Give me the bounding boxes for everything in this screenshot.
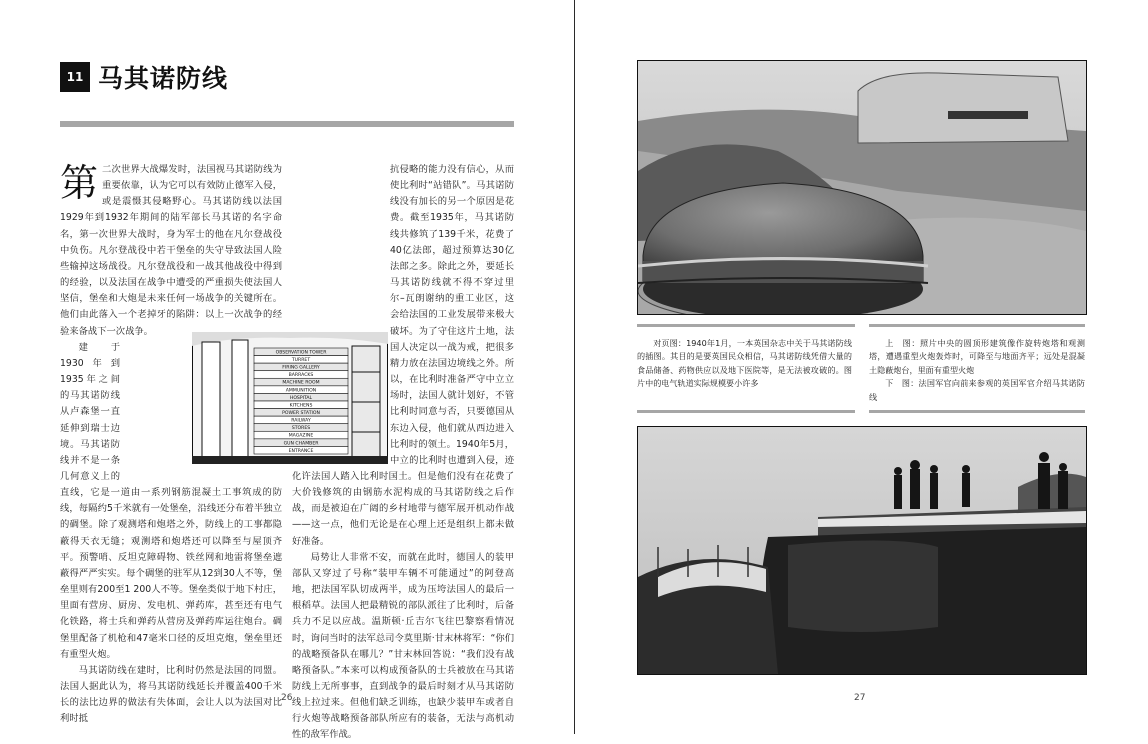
cutaway-floor-label: MACHINE ROOM [282,380,320,386]
cutaway-floor-label: BARRACKS [288,373,314,379]
paragraph-text: 二次世界大战爆发时，法国视马其诺防线为重要依靠，认为它可以有效防止德军入侵，或是震慑其侵略野心。马其诺防线以法国1929年到1932年期间的陆军部长马其诺的名字命名，第一次世界大战时，身为军士的他在凡尔登战役中负伤。凡尔登战役中若干堡垒的失守导致法国人险些输掉这场战役。凡尔登战役和一战其他战役中得到的经验，以及法国在战争中遭受的严重损失使法国人坚信，堡垒和大炮是未来任何一场战争的关键所在。他们由此落入一个老掉牙的陷阱：以上一次战争的经验来备战下一次战争。 [60,164,282,337]
cutaway-floor-label: KITCHENS [289,403,313,409]
caption-opposite [637,337,852,391]
cutaway-floor-label: MAGAZINE [288,433,314,439]
caption-rule-left-top [637,324,855,327]
cutaway-floor-label: FIRING GALLERY [282,365,320,371]
page-number-left: 26 [281,693,293,703]
cutaway-floor-label: RAILWAY [291,418,311,424]
body-paragraph: 马其诺防线在建时，比利时仍然是法国的同盟。法国人据此认为，将马其诺防线延长并覆盖400千米长的法比边界的做法有失体面，会让人以为法国对比利时抵 [60,664,282,725]
chapter-title: 马其诺防线 [98,64,229,93]
caption-text: 下 图：法国军官向前来参观的英国军官介绍马其诺防线 [869,378,1085,402]
officers-on-bunker-photo [637,426,1087,675]
turret-photo [637,60,1087,315]
body-paragraph: 抗侵略的能力没有信心，从而使比利时“站错队”。马其诺防线没有加长的另一个原因是花费。截至1935年，马其诺防线共修筑了139千米，花费了40亿法郎，超过预算达30亿法郎之多。除此之外，要延长马其诺防线就不得不穿过里尔–瓦朗谢纳的重工业区，这会给法国的工业发展带来极大破坏。为了守住这片土地，法国人决定以一战为戒，把很多精力放在法国边境线之外。所以，在比利时准备严守中立立场时，法国人就计划好，不管比利时同意与否，只要德国从东边入侵，他们就从西边进入比利时的领土。1940年5月，中立的比利时也遭到入侵，迹化许法国人踏入比利时国土。但是他们没有在花费了大价钱修筑的由钢筋水泥构成的马其诺防线之后作战，而是被迫在广阔的乡村地带与德军展开机动作战——这一点，他们无论是在心理上还是组织上都未做好准备。 [292,164,514,547]
drop-cap: 第 [60,161,99,205]
cutaway-floor-label: OBSERVATION TOWER [275,350,327,356]
body-paragraph [60,162,282,340]
caption-text: 对页图：1940年1月，一本英国杂志中关于马其诺防线的插图。其目的是要英国民众相信，马其诺防线凭借大量的食品储备、药物供应以及地下医院等，是无法被攻破的。图片中的电气轨道实际规模要小许多 [637,338,852,389]
page-number-right: 27 [854,693,866,703]
header-rule [60,121,514,127]
body-paragraph: 局势让人非常不安，而就在此时，德国人的装甲部队又穿过了号称“装甲车辆不可能通过”的阿登高地，把法国军队切成两半，成为压垮法国人的最后一根稻草。法国人把最精锐的部队派往了比利时，后备兵力不足以应战。温斯顿·丘吉尔飞往巴黎察看情况时，询问当时的法军总司令莫里斯·甘末林将军：“你们的战略预备队在哪儿？”甘末林回答说：“我们没有战略预备队。”本来可以构成预备队的士兵被放在马其诺防线上无所事事，直到战争的最后时刻才从马其诺防线上拉过来。但他们缺乏训练，也缺少装甲车或者自行火炮等战略预备部队所应有的装备，无法与高机动性的敌军作战。 [292,551,514,741]
maginot-cutaway-illustration [192,332,388,464]
caption-rule-right-top [869,324,1085,327]
cutaway-floor-label: STORES [291,426,311,432]
cutaway-floor-label: POWER STATION [282,411,320,417]
caption-rule-right-bottom [869,410,1085,413]
cutaway-floor-label: AMMUNITION [285,388,317,394]
cutaway-floor-label: GUN CHAMBER [283,441,319,447]
cutaway-floor-label: ENTRANCE [288,448,314,454]
caption-text: 上 图：照片中央的圆顶形建筑像作旋转炮塔和观测塔，遭遇重型火炮轰炸时，可降至与地面齐平；远处是混凝土隐蔽炮台，里面有重型火炮 [869,338,1085,375]
caption-above-below [869,337,1085,404]
cutaway-floor-label: HOSPITAL [289,395,313,401]
caption-rule-left-bottom [637,410,855,413]
cutaway-floor-label: TURRET [291,358,311,364]
body-paragraph: 建于1930年到1935年之间的马其诺防线从卢森堡一直延伸到瑞士边境。马其诺防线并不是一条几何意义上的直线，它是一道由一系列钢筋混凝土工事筑成的防线，每隔约5千米就有一处堡垒，沿线还分布着半独立的碉堡。除了观测塔和炮塔之外，防线上的工事都隐蔽得天衣无缝；观测塔和炮塔还可以降至与屋顶齐平。预警哨、反坦克障碍物、铁丝网和地雷将堡垒遮蔽得严严实实。每个碉堡的驻军从12到30人不等，堡垒里则有200至1 200人不等。堡垒类似于地下村庄，里面有营房、厨房、发电机、弹药库，甚至还有电气化铁路，将士兵和弹药从营房及弹药库运往炮台。碉堡里配备了机枪和47毫米口径的反坦克炮，堡垒里还有重型火炮。 [60,341,282,660]
chapter-header [60,61,228,93]
chapter-number-badge: 11 [60,62,90,92]
